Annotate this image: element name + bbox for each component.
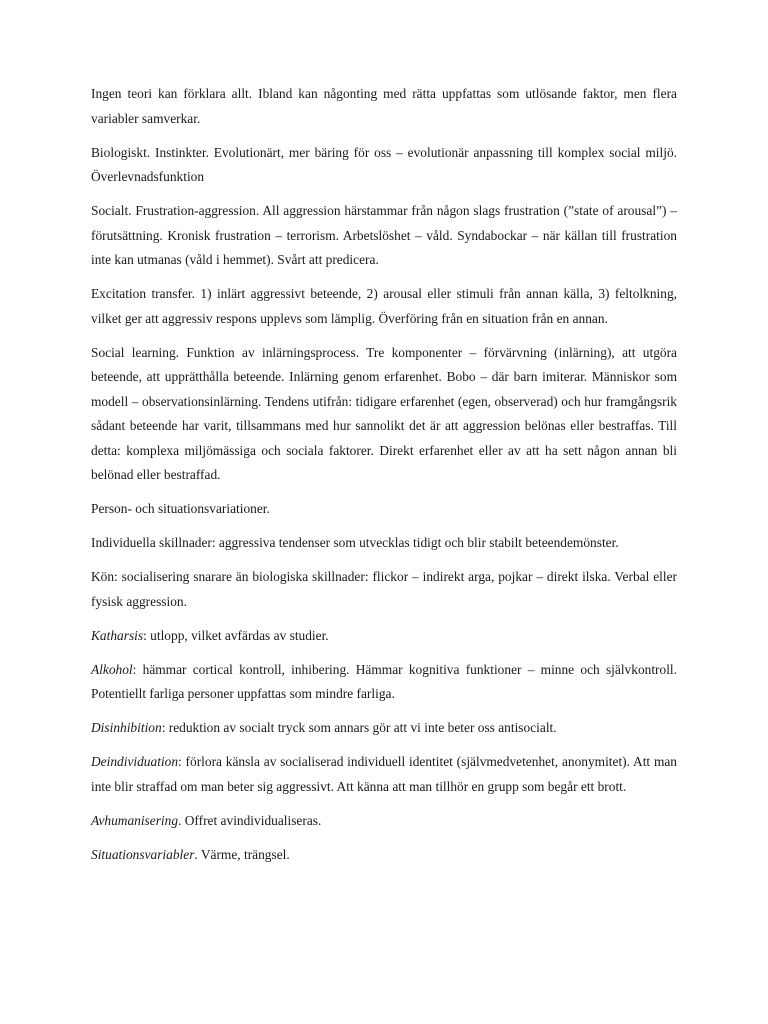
paragraph-text: Person- och situationsvariationer.: [91, 501, 270, 516]
paragraph-5: [91, 341, 677, 488]
paragraph-term: Disinhibition: [91, 720, 162, 735]
paragraph-7: [91, 531, 677, 556]
paragraph-text: Ingen teori kan förklara allt. Ibland kan någonting med rätta uppfattas som utlösande faktor, men flera variabler samverkar.: [91, 86, 677, 126]
paragraph-12: [91, 750, 677, 799]
paragraph-text: Individuella skillnader: aggressiva tendenser som utvecklas tidigt och blir stabilt beteendemönster.: [91, 535, 619, 550]
paragraph-text: . Värme, trängsel.: [194, 846, 290, 862]
paragraph-term: Alkohol: [91, 661, 133, 677]
paragraph-4: [91, 282, 677, 331]
paragraph-text: Socialt. Frustration-aggression. All aggression härstammar från någon slags frustration (”state of arousal”) – förutsättning. Kronisk frustration – terrorism. Arbetslöshet – våld. Syndabockar – när källan till frustration inte kan utmanas (våld i hemmet). Svårt att predicera.: [91, 203, 677, 267]
paragraph-text: : utlopp, vilket avfärdas av studier.: [143, 627, 329, 643]
paragraph-term: Deindividuation: [91, 754, 179, 769]
document-body: [91, 82, 677, 877]
paragraph-1: [91, 82, 677, 131]
paragraph-text: Social learning. Funktion av inlärningsprocess. Tre komponenter – förvärvning (inlärning), att utgöra beteende, att upprätthålla beteende. Inlärning genom erfarenhet. Bobo – där barn imiterar. Människor som modell – observationsinlärning. Tendens utifrån: tidigare erfarenhet (egen, observerad) och hur framgångsrik sådant beteende har varit, tillsammans med hur sannolikt det är att aggression belönas eller bestraffas. Till detta: komplexa miljömässiga och sociala faktorer. Direkt erfarenhet eller av att ha sett någon annan bli belönad eller bestraffad.: [91, 344, 677, 482]
paragraph-text: : förlora känsla av socialiserad individuell identitet (självmedvetenhet, anonymitet). Att man inte blir straffad om man beter sig aggressivt. Att känna att man tillhör en grupp som begår ett brott.: [91, 754, 677, 794]
paragraph-term: Avhumanisering: [91, 812, 179, 828]
paragraph-10: [91, 658, 677, 707]
paragraph-term: Situationsvariabler: [91, 846, 195, 862]
paragraph-9: [91, 624, 677, 649]
paragraph-text: : hämmar cortical kontroll, inhibering. Hämmar kognitiva funktioner – minne och självkontroll. Potentiellt farliga personer uppfattas som mindre farliga.: [91, 661, 677, 701]
paragraph-text: Excitation transfer. 1) inlärt aggressivt beteende, 2) arousal eller stimuli från annan källa, 3) feltolkning, vilket ger att aggressiv respons upplevs som lämplig. Överföring från en situation från en annan.: [91, 286, 677, 326]
paragraph-text: . Offret avindividualiseras.: [178, 812, 322, 828]
paragraph-3: [91, 199, 677, 273]
paragraph-13: [91, 809, 677, 834]
paragraph-term: Katharsis: [91, 627, 144, 643]
paragraph-text: : reduktion av socialt tryck som annars gör att vi inte beter oss antisocialt.: [161, 720, 557, 735]
paragraph-11: [91, 716, 677, 741]
paragraph-text: Kön: socialisering snarare än biologiska skillnader: flickor – indirekt arga, pojkar – direkt ilska. Verbal eller fysisk aggression.: [91, 569, 677, 609]
paragraph-6: [91, 497, 677, 522]
paragraph-2: [91, 141, 677, 190]
paragraph-text: Biologiskt. Instinkter. Evolutionärt, mer bäring för oss – evolutionär anpassning till komplex social miljö. Överlevnadsfunktion: [91, 144, 677, 184]
paragraph-14: [91, 843, 677, 868]
paragraph-8: [91, 565, 677, 614]
